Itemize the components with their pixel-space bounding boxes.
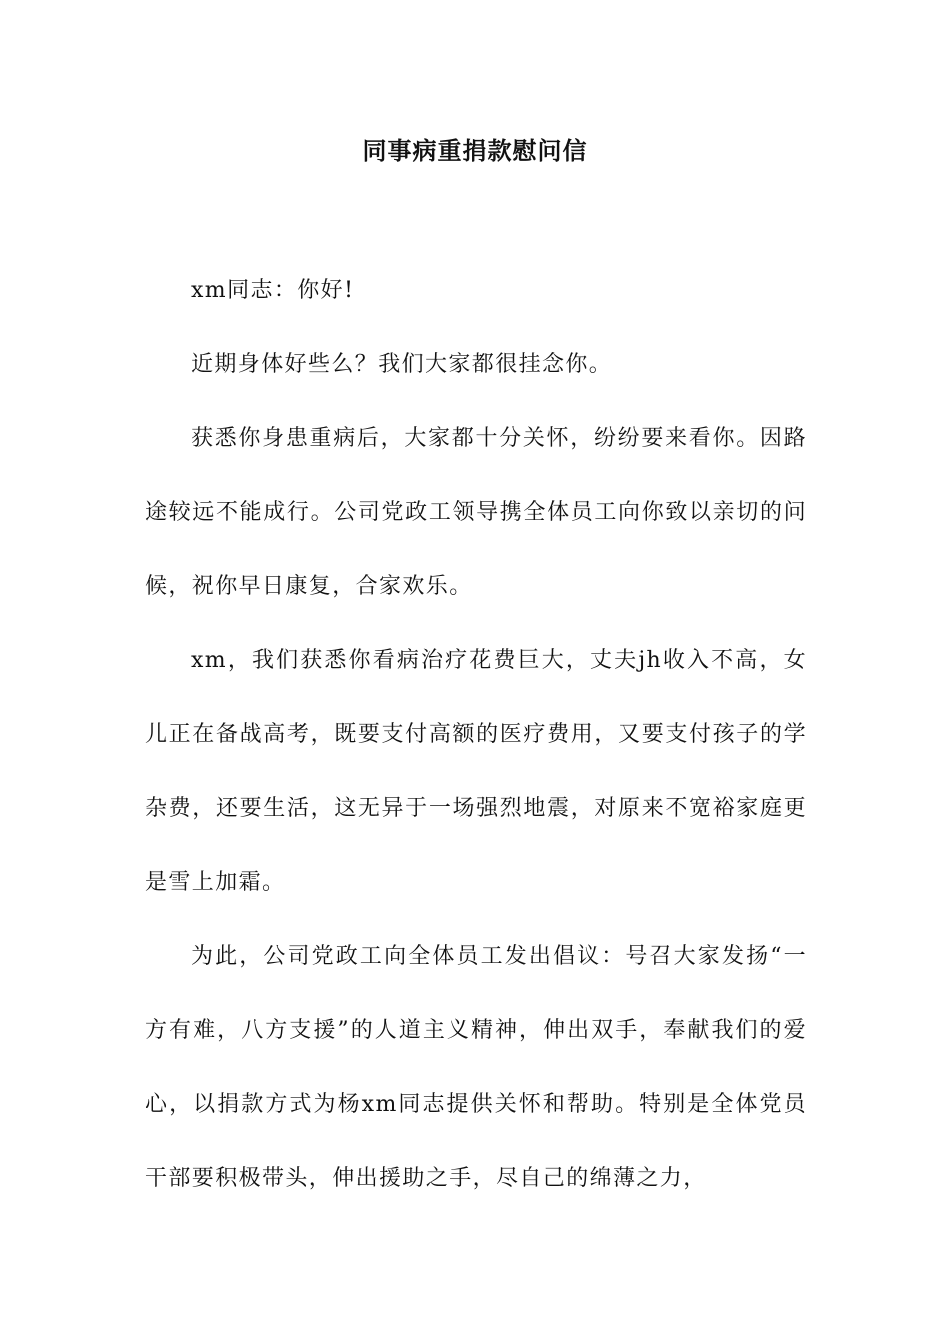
paragraph-hardship: xm，我们获悉你看病治疗花费巨大，丈夫jh收入不高，女儿正在备战高考，既要支付高额的医疗费用，又要支付孩子的学杂费，还要生活，这无异于一场强烈地震，对原来不宽裕家庭更是雪上加霜。 — [145, 648, 807, 895]
greeting-paragraph: xm同志：你好! — [191, 278, 355, 303]
paragraph-appeal: 为此，公司党政工向全体员工发出倡议：号召大家发扬“一方有难，八方支援”的人道主义精神，伸出双手，奉献我们的爱心，以捐款方式为杨xm同志提供关怀和帮助。特别是全体党员干部要积极带头，伸出援助之手，尽自己的绵薄之力， — [145, 944, 807, 1191]
letter-body — [145, 254, 807, 1216]
paragraph-concern: 近期身体好些么？我们大家都很挂念你。 — [191, 352, 613, 377]
document-title: 同事病重捐款慰问信 — [362, 137, 588, 165]
paragraph-condolence: 获悉你身患重病后，大家都十分关怀，纷纷要来看你。因路途较远不能成行。公司党政工领导携全体员工向你致以亲切的问候，祝你早日康复，合家欢乐。 — [145, 426, 807, 599]
